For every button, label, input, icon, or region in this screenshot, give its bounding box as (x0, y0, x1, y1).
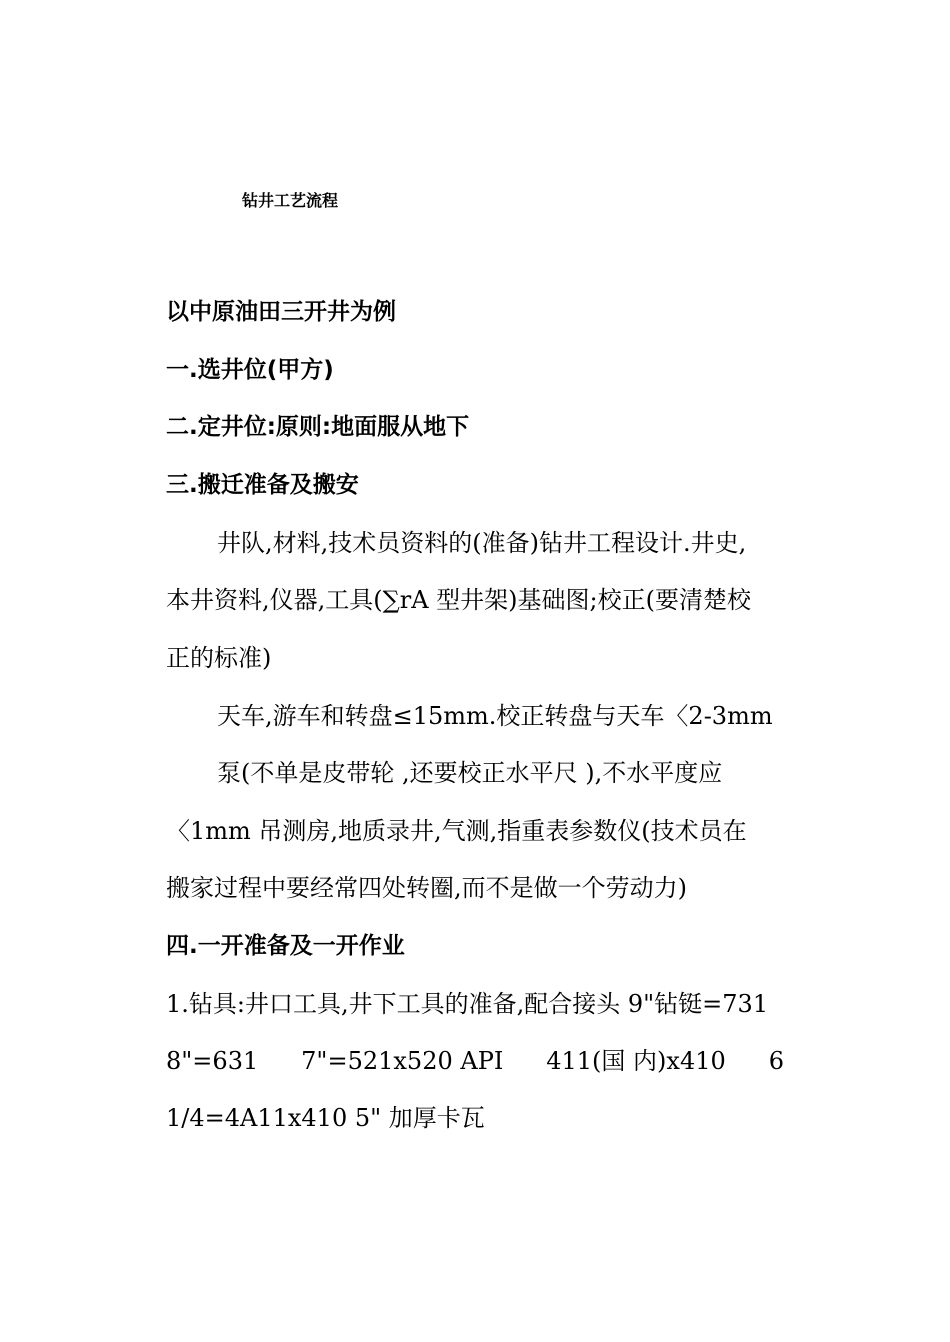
paragraph-1-line-3: 正的标准) (166, 644, 272, 672)
item-1-line-3: 1/4=4A11x410 5" 加厚卡瓦 (166, 1104, 485, 1132)
section-heading-1: 一.选井位(甲方) (166, 357, 334, 383)
item-1-line-2-part-b: 7"=521x520 API (301, 1047, 504, 1075)
item-1-line-2-part-a: 8"=631 (166, 1047, 259, 1075)
paragraph-3-line-3: 搬家过程中要经常四处转圈,而不是做一个劳动力) (166, 874, 687, 902)
item-1-line-2-part-d: 6 (768, 1047, 784, 1075)
section-heading-3: 三.搬迁准备及搬安 (166, 472, 359, 498)
item-1-line-2-part-c: 411(国 内)x410 (546, 1047, 726, 1075)
section-heading-2: 二.定井位:原则:地面服从地下 (166, 414, 470, 440)
item-1-line-1: 1.钻具:井口工具,井下工具的准备,配合接头 9"钻铤=731 (166, 990, 769, 1018)
item-1-line-2 (166, 1045, 784, 1077)
document-title: 钻井工艺流程 (242, 191, 339, 210)
paragraph-2-line-1: 天车,游车和转盘≤15mm.校正转盘与天车〈2-3mm (217, 702, 773, 730)
paragraph-3-line-1: 泵(不单是皮带轮 ,还要校正水平尺 ),不水平度应 (217, 759, 723, 787)
paragraph-1-line-2: 本井资料,仪器,工具(∑rA 型井架)基础图;校正(要清楚校 (166, 586, 751, 614)
paragraph-3-line-2: 〈1mm 吊测房,地质录井,气测,指重表参数仪(技术员在 (166, 817, 747, 845)
paragraph-1-line-1: 井队,材料,技术员资料的(准备)钻井工程设计.井史, (217, 529, 747, 557)
section-heading-4: 四.一开准备及一开作业 (166, 933, 405, 959)
example-heading: 以中原油田三开井为例 (166, 299, 396, 325)
